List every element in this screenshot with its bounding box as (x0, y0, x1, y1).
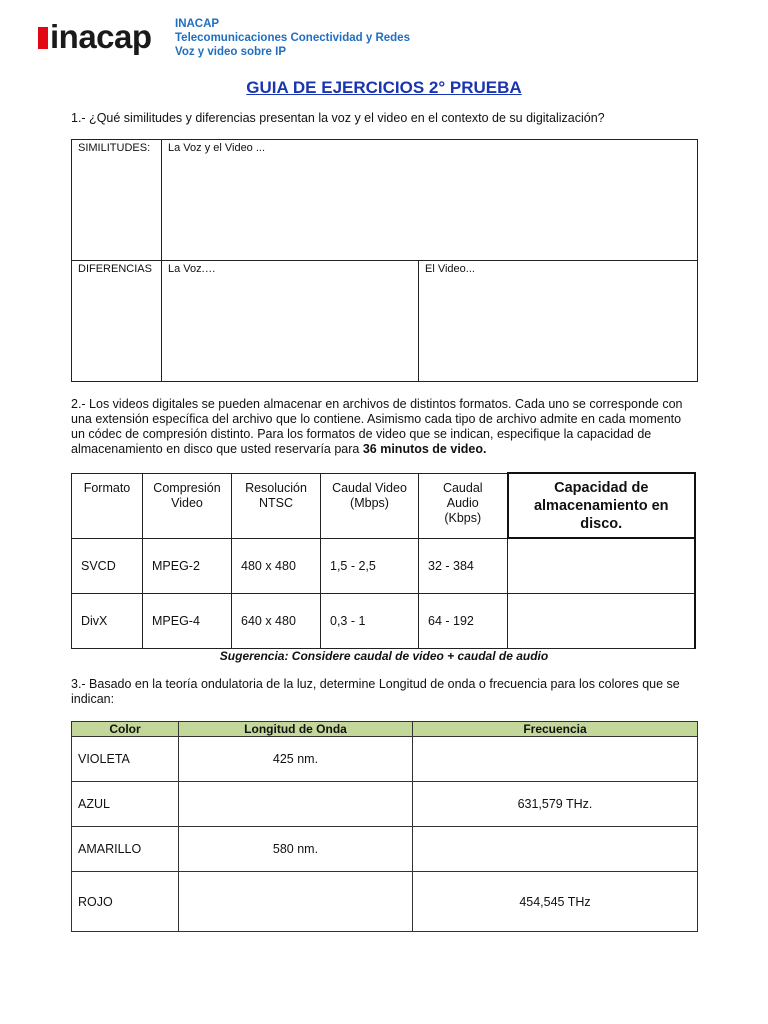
table-row (72, 538, 696, 593)
cell-longitud: 425 nm. (179, 737, 413, 782)
table-row (72, 872, 698, 932)
logo-red-square (38, 27, 48, 49)
header-resolucion: Resolución NTSC (232, 473, 321, 538)
video-format-table (71, 472, 696, 649)
logo-text: inacap (50, 18, 152, 55)
suggestion-note: Sugerencia: Considere caudal de video + caudal de audio (219, 649, 549, 663)
cell-capacidad-answer[interactable] (508, 593, 696, 648)
cell-frecuencia-answer[interactable] (413, 737, 698, 782)
cell-formato: SVCD (72, 538, 143, 593)
inacap-logo (38, 18, 158, 60)
diferencias-label: DIFERENCIAS (72, 261, 162, 382)
table-header-row (72, 473, 696, 538)
cell-compresion: MPEG-2 (143, 538, 232, 593)
cell-frecuencia-answer[interactable] (413, 827, 698, 872)
table-row (72, 261, 698, 382)
question-2-emphasis: 36 minutos de video. (362, 442, 487, 456)
cell-color: VIOLETA (72, 737, 179, 782)
career-name: Telecomunicaciones Conectividad y Redes (175, 32, 410, 44)
header-color: Color (72, 722, 179, 737)
table-row (72, 782, 698, 827)
table-row (72, 737, 698, 782)
table-header-row (72, 722, 698, 737)
cell-caudal-audio: 64 - 192 (419, 593, 508, 648)
cell-color: AZUL (72, 782, 179, 827)
cell-caudal-video: 0,3 - 1 (321, 593, 419, 648)
header-longitud: Longitud de Onda (179, 722, 413, 737)
cell-resolucion: 480 x 480 (232, 538, 321, 593)
similitudes-label: SIMILITUDES: (72, 140, 162, 261)
cell-caudal-audio: 32 - 384 (419, 538, 508, 593)
table-row (72, 827, 698, 872)
cell-frecuencia: 631,579 THz. (413, 782, 698, 827)
question-2 (71, 397, 697, 457)
institution-block (175, 17, 410, 59)
color-wave-table (71, 721, 698, 932)
cell-color: ROJO (72, 872, 179, 932)
cell-caudal-video: 1,5 - 2,5 (321, 538, 419, 593)
cell-longitud-answer[interactable] (179, 872, 413, 932)
header-caudal-audio: Caudal Audio (Kbps) (419, 473, 508, 538)
similarities-differences-table (71, 139, 698, 382)
header-caudal-video: Caudal Video (Mbps) (321, 473, 419, 538)
similitudes-cell[interactable]: La Voz y el Video ... (162, 140, 698, 261)
table-row (72, 593, 696, 648)
header-frecuencia: Frecuencia (413, 722, 698, 737)
question-1: 1.- ¿Qué similitudes y diferencias presentan la voz y el video en el contexto de su digitalización? (71, 111, 605, 125)
cell-frecuencia: 454,545 THz (413, 872, 698, 932)
diferencias-video-cell[interactable]: El Video... (419, 261, 698, 382)
cell-capacidad-answer[interactable] (508, 538, 696, 593)
cell-formato: DivX (72, 593, 143, 648)
table-row (72, 140, 698, 261)
question-2-text: 2.- Los videos digitales se pueden almacenar en archivos de distintos formatos. Cada uno se corresponde con una extensión específica del archivo que lo contiene. Asimismo cada tipo de archivo admite en cada momento un códec de compresión distinto. Para los formatos de video que se indican, especifique la capacidad de almacenamiento en disco que usted reservaría para (71, 397, 683, 456)
course-name: Voz y video sobre IP (175, 46, 286, 58)
header-formato: Formato (72, 473, 143, 538)
page-title: GUIA DE EJERCICIOS 2° PRUEBA (246, 78, 522, 97)
cell-longitud: 580 nm. (179, 827, 413, 872)
cell-longitud-answer[interactable] (179, 782, 413, 827)
header-compresion: Compresión Video (143, 473, 232, 538)
question-3: 3.- Basado en la teoría ondulatoria de la luz, determine Longitud de onda o frecuencia para los colores que se indican: (71, 677, 680, 706)
diferencias-voz-cell[interactable]: La Voz.… (162, 261, 419, 382)
header-capacidad: Capacidad de almacenamiento en disco. (508, 473, 696, 538)
cell-compresion: MPEG-4 (143, 593, 232, 648)
cell-resolucion: 640 x 480 (232, 593, 321, 648)
institution-name: INACAP (175, 18, 220, 30)
cell-color: AMARILLO (72, 827, 179, 872)
